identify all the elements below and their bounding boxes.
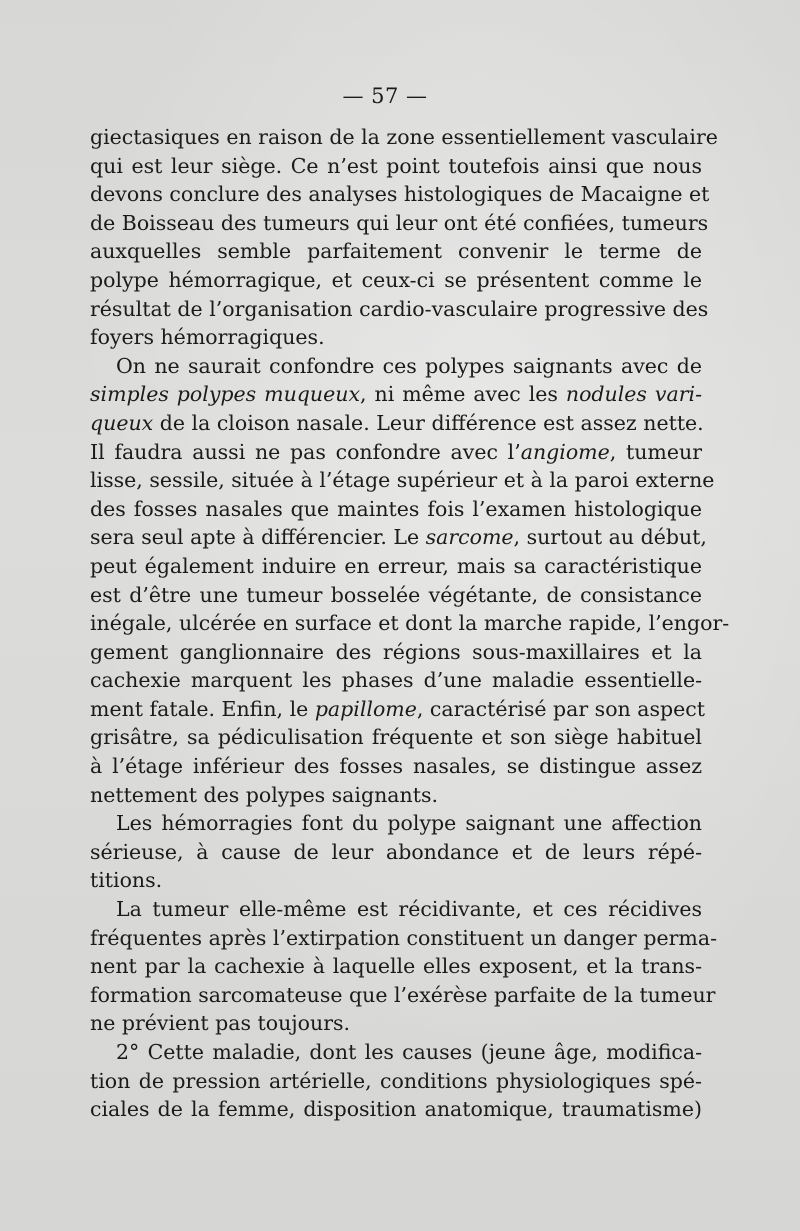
page-number: — 57 —	[342, 84, 428, 108]
text-line	[90, 466, 715, 495]
text-segment: , caractérisé par son aspect	[416, 696, 705, 721]
text-segment: résultat de l’organisation cardio-vasculaire progressive des	[90, 296, 709, 321]
text-segment: ciales de la femme, disposition anatomique, traumatisme)	[90, 1097, 702, 1122]
italic-term: sarcome	[425, 525, 514, 550]
text-segment: à l’étage inférieur des fosses nasales, se distingue assez	[90, 754, 702, 779]
italic-term: angiome	[520, 439, 610, 464]
text-line	[90, 1009, 702, 1038]
text-segment: nettement des polypes saignants.	[90, 782, 438, 807]
text-line	[90, 380, 702, 409]
text-line	[90, 295, 709, 324]
text-segment: , surtout au début,	[513, 525, 707, 550]
text-line	[90, 952, 702, 981]
text-segment: 2° Cette maladie, dont les causes (jeune âge, modifica-	[116, 1040, 702, 1064]
text-line	[90, 495, 702, 524]
italic-term: queux	[90, 410, 154, 435]
text-segment: gement ganglionnaire des régions sous-maxillaires et la	[90, 639, 702, 664]
text-segment: peut également induire en erreur, mais sa caractéristique	[90, 553, 702, 578]
text-segment: Les hémorragies font du polype saignant une affection	[116, 811, 702, 836]
text-line	[90, 352, 702, 381]
text-line	[90, 1067, 702, 1096]
text-segment: giectasiques en raison de la zone essentiellement vasculaire	[90, 125, 718, 149]
text-line	[90, 695, 705, 724]
text-segment: formation sarcomateuse que l’exérèse parfaite de la tumeur	[90, 982, 716, 1007]
text-segment: inégale, ulcérée en surface et dont la marche rapide, l’engor-	[90, 611, 730, 636]
text-segment: La tumeur elle-même est récidivante, et ces récidives	[116, 897, 702, 922]
text-segment: ment fatale. Enfin, le	[90, 696, 315, 721]
text-line	[90, 838, 702, 867]
text-line	[90, 924, 718, 953]
text-line	[90, 609, 730, 638]
text-segment: On ne saurait confondre ces polypes saignants avec de	[116, 353, 702, 378]
text-line	[90, 180, 710, 209]
text-segment: qui est leur siège. Ce n’est point toutefois ainsi que nous	[90, 153, 702, 178]
italic-term: papillome	[314, 696, 417, 721]
text-line	[90, 752, 702, 781]
text-segment: sérieuse, à cause de leur abondance et de leurs répé-	[90, 839, 702, 864]
text-line	[90, 666, 702, 695]
text-segment: grisâtre, sa pédiculisation fréquente et son siège habituel	[90, 725, 702, 750]
text-segment: auxquelles semble parfaitement convenir le terme de	[90, 239, 702, 264]
text-line	[90, 723, 702, 752]
text-line	[90, 409, 702, 438]
text-segment: , tumeur	[609, 439, 702, 464]
text-segment: de Boisseau des tumeurs qui leur ont été confiées, tumeurs	[90, 210, 709, 235]
text-segment: Il faudra aussi ne pas confondre avec l’	[90, 439, 521, 464]
text-segment: devons conclure des analyses histologiques de Macaigne et	[90, 182, 710, 207]
text-line	[90, 237, 702, 266]
text-line	[90, 552, 702, 581]
text-line	[90, 981, 716, 1010]
italic-term: simples polypes muqueux	[90, 382, 361, 407]
text-line	[90, 152, 702, 181]
text-segment: foyers hémorragiques.	[90, 325, 325, 350]
text-segment: sera seul apte à différencier. Le	[90, 525, 426, 550]
text-line	[90, 895, 702, 924]
text-line	[90, 209, 709, 238]
italic-term: nodules vari-	[565, 382, 703, 407]
text-line	[90, 1095, 702, 1124]
text-line	[90, 438, 702, 467]
text-line	[90, 866, 702, 895]
text-segment: fréquentes après l’extirpation constituent un danger perma-	[90, 925, 718, 950]
text-segment: nent par la cachexie à laquelle elles exposent, et la trans-	[90, 954, 702, 979]
text-line	[90, 323, 702, 352]
text-line	[90, 523, 707, 552]
text-line	[90, 809, 702, 838]
text-segment: , ni même avec les	[360, 382, 566, 407]
text-line	[90, 581, 702, 610]
text-segment: de la cloison nasale. Leur différence est assez nette.	[153, 410, 704, 435]
text-segment: polype hémorragique, et ceux-ci se présentent comme le	[90, 267, 702, 292]
text-line	[90, 1038, 702, 1067]
text-segment: tion de pression artérielle, conditions physiologiques spé-	[90, 1068, 702, 1093]
body-text	[90, 123, 730, 1124]
text-segment: ne prévient pas toujours.	[90, 1011, 351, 1036]
text-segment: cachexie marquent les phases d’une maladie essentielle-	[90, 668, 702, 693]
text-line	[90, 638, 702, 667]
text-line	[90, 781, 702, 810]
text-segment: des fosses nasales que maintes fois l’examen histologique	[90, 496, 702, 521]
text-line	[90, 266, 702, 295]
text-segment: lisse, sessile, située à l’étage supérieur et à la paroi externe	[90, 468, 715, 493]
text-line	[90, 123, 718, 152]
text-segment: titions.	[90, 868, 163, 893]
text-segment: est d’être une tumeur bosselée végétante, de consistance	[90, 582, 702, 607]
